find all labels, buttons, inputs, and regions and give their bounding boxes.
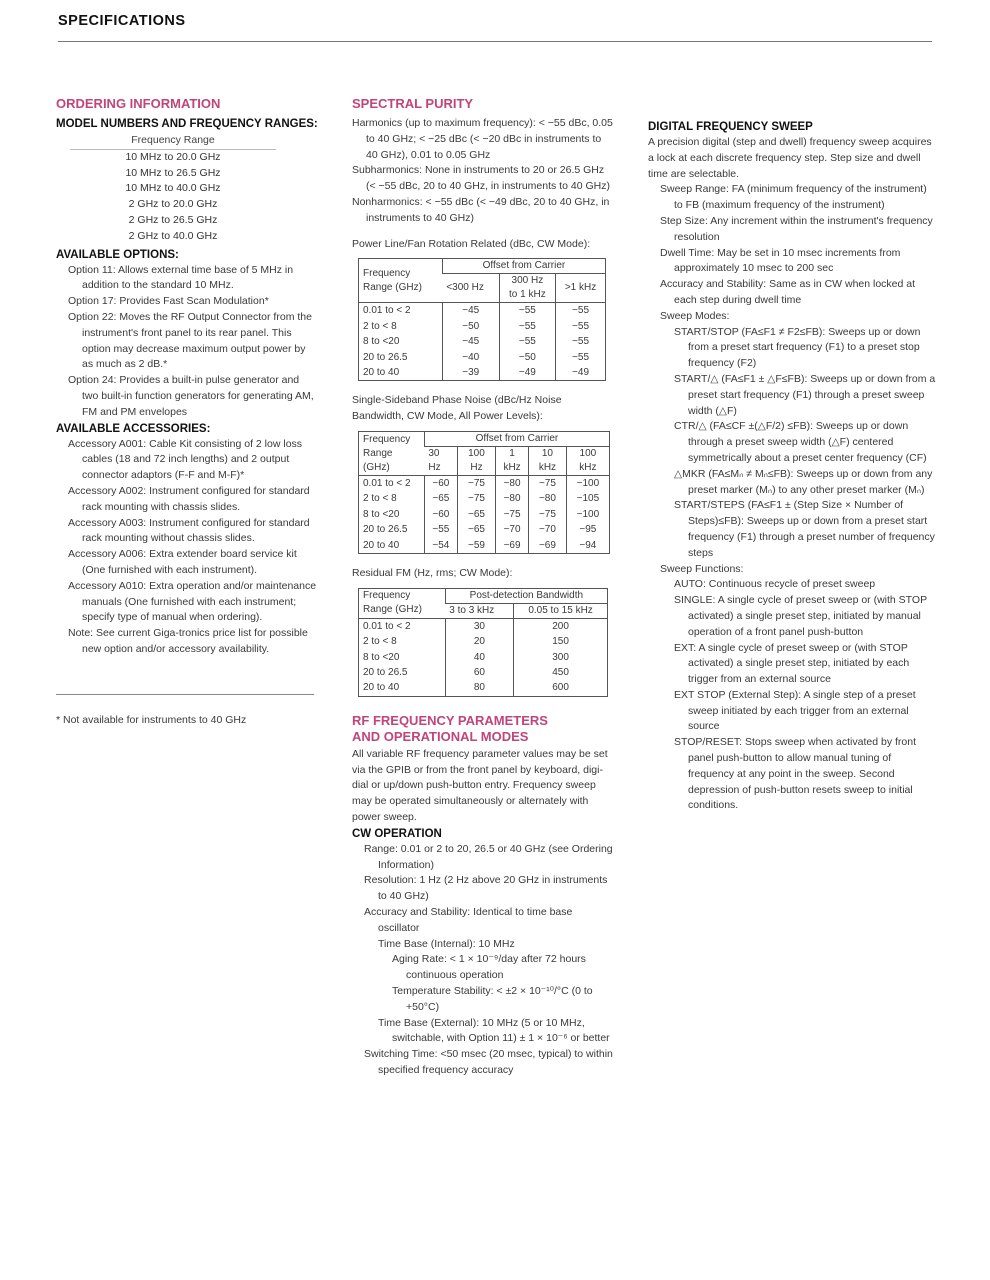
time-base-internal: Time Base (Internal): 10 MHz bbox=[378, 937, 515, 950]
footnote: * Not available for instruments to 40 GHz bbox=[56, 713, 247, 726]
table-group-header: Offset from Carrier bbox=[424, 432, 609, 447]
accessory-item: Accessory A001: Cable Kit consisting of 2 low loss cables (18 and 72 inch lengths) and 2 output connector adaptors (F-F and M-F)* bbox=[68, 437, 303, 482]
sweep-mode-item: START/STEPS (FA≤F1 ± (Step Size × Number of Steps)≤FB): Sweeps up or down from a preset start frequency (F1) through a preset number of frequency steps bbox=[674, 499, 935, 559]
table-header-cell: 1 kHz bbox=[496, 447, 529, 476]
frequency-range-item: 10 MHz to 26.5 GHz bbox=[125, 166, 221, 179]
sweep-modes-title: Sweep Modes: bbox=[660, 309, 730, 322]
header-divider bbox=[58, 41, 932, 42]
rf-intro: All variable RF frequency parameter values may be set via the GPIB or from the front panel by keyboard, digi-dial or up/down push-button entry. Frequency sweep may be operated simultaneously or alternately with power sweep. bbox=[352, 747, 608, 824]
sweep-accuracy: Accuracy and Stability: Same as in CW when locked at each step during dwell time bbox=[660, 278, 916, 306]
step-size: Step Size: Any increment within the instrument's frequency resolution bbox=[660, 214, 933, 243]
sweep-range: Sweep Range: FA (minimum frequency of the instrument) to FB (maximum frequency of the instrument) bbox=[660, 183, 927, 212]
frequency-range-item: 2 GHz to 40.0 GHz bbox=[128, 229, 218, 242]
frequency-range-list bbox=[70, 133, 276, 245]
option-item: Option 11: Allows external time base of 5 MHz in addition to the standard 10 MHz. bbox=[68, 263, 294, 292]
power-line-table bbox=[358, 258, 606, 381]
table-row: 20 to 26.5 −40 −50 −55 bbox=[359, 350, 606, 365]
option-item: Option 24: Provides a built-in pulse generator and two built-in function generators for generating AM, FM and PM envelopes bbox=[68, 374, 314, 418]
nonharmonics-spec: Nonharmonics: < −55 dBc (< −49 dBc, 20 to 40 GHz, in instruments to 40 GHz) bbox=[352, 195, 610, 224]
table-header-cell: <300 Hz bbox=[442, 274, 499, 303]
table-group-header: Post-detection Bandwidth bbox=[445, 588, 607, 603]
frequency-range-item: 10 MHz to 40.0 GHz bbox=[125, 182, 221, 195]
table-header-cell: 3 to 3 kHz bbox=[445, 603, 513, 618]
spectral-purity-title: SPECTRAL PURITY bbox=[352, 96, 474, 111]
option-item: Option 22: Moves the RF Output Connector from the instrument's front panel to its rear panel. This option may decrease maximum output power by as much as 2 dB.* bbox=[68, 310, 312, 371]
frequency-range-item: 10 MHz to 20.0 GHz bbox=[125, 150, 221, 163]
table-header-cell: Frequency Range (GHz) bbox=[359, 432, 425, 476]
harmonics-spec: Harmonics (up to maximum frequency): < −55 dBc, 0.05 to 40 GHz; < −25 dBc (< −20 dBc in instruments to 40 GHz), 0.01 to 0.05 GHz bbox=[352, 117, 613, 161]
table-header-cell: Frequency Range (GHz) bbox=[359, 259, 443, 303]
temperature-stability: Temperature Stability: < ±2 × 10⁻¹⁰/°C (0 to +50°C) bbox=[392, 985, 593, 1013]
table-row: 20 to 40 −39 −49 −49 bbox=[359, 365, 606, 381]
table-header-cell: 300 Hz to 1 kHz bbox=[499, 274, 555, 303]
sweep-mode-item: △MKR (FA≤Mₙ ≠ Mₙ≤FB): Sweeps up or down from any preset marker (Mₙ) to any other preset marker (Mₙ) bbox=[674, 467, 933, 496]
table-row: 8 to <20 40 300 bbox=[359, 650, 608, 665]
table-header-cell: Frequency Range (GHz) bbox=[359, 588, 446, 618]
dwell-time: Dwell Time: May be set in 10 msec increments from approximately 10 msec to 200 sec bbox=[660, 246, 901, 275]
footnote-divider bbox=[56, 694, 314, 695]
table-header-cell: 10 kHz bbox=[529, 447, 567, 476]
sweep-mode-item: START/STOP (FA≤F1 ≠ F2≤FB): Sweeps up or down from a preset start frequency (F1) to a preset stop frequency (F2) bbox=[674, 325, 921, 370]
frequency-range-item: 2 GHz to 26.5 GHz bbox=[128, 213, 218, 226]
residual-fm-caption: Residual FM (Hz, rms; CW Mode): bbox=[352, 567, 513, 580]
accessory-item: Accessory A010: Extra operation and/or maintenance manuals (One furnished with each instrument; specify type of manual when ordering). bbox=[68, 579, 317, 624]
aging-rate: Aging Rate: < 1 × 10⁻⁹/day after 72 hours continuous operation bbox=[392, 953, 586, 982]
accessory-item: Accessory A003: Instrument configured for standard rack mounting without chassis slides. bbox=[68, 516, 310, 545]
sweep-column bbox=[648, 119, 938, 814]
table-row: 0.01 to < 2 −45 −55 −55 bbox=[359, 303, 606, 319]
subharmonics-spec: Subharmonics: None in instruments to 20 or 26.5 GHz (< −55 dBc, 20 to 40 GHz, in instruments to 40 GHz) bbox=[352, 164, 610, 193]
phase-noise-table bbox=[358, 431, 610, 554]
accessories-title: AVAILABLE ACCESSORIES: bbox=[56, 422, 211, 435]
table-header-cell: 30 Hz bbox=[424, 447, 457, 476]
sweep-mode-item: CTR/△ (FA≤CF ±(△F/2) ≤FB): Sweeps up or down through a preset sweep width (△F) centered symmetrically about a preset center frequency (CF) bbox=[674, 420, 927, 464]
table-row: 20 to 26.5 −55 −65 −70 −70 −95 bbox=[359, 522, 610, 537]
ordering-column bbox=[56, 96, 318, 729]
cw-operation-title: CW OPERATION bbox=[352, 827, 442, 840]
switching-time: Switching Time: <50 msec (20 msec, typical) to within specified frequency accuracy bbox=[364, 1048, 613, 1076]
table-row: 0.01 to < 2 30 200 bbox=[359, 618, 608, 634]
cw-range: Range: 0.01 or 2 to 20, 26.5 or 40 GHz (see Ordering Information) bbox=[364, 842, 613, 871]
sweep-function-item: AUTO: Continuous recycle of preset sweep bbox=[674, 578, 876, 591]
table-header-cell: 0.05 to 15 kHz bbox=[514, 603, 608, 618]
sweep-function-item: STOP/RESET: Stops sweep when activated by front panel push-button to allow manual tuning of frequency at any point in the sweep. Second depression of push-button resets sweep to initial conditions. bbox=[674, 736, 917, 812]
table-row: 8 to <20 −45 −55 −55 bbox=[359, 334, 606, 349]
table-row: 20 to 26.5 60 450 bbox=[359, 665, 608, 680]
accessory-note: Note: See current Giga-tronics price list for possible new option and/or accessory availability. bbox=[68, 627, 308, 655]
residual-fm-table bbox=[358, 588, 608, 697]
table-row: 20 to 40 −54 −59 −69 −69 −94 bbox=[359, 538, 610, 554]
frequency-range-header: Frequency Range bbox=[70, 133, 276, 150]
sweep-intro: A precision digital (step and dwell) frequency sweep acquires a lock at each discrete frequency step. Step size and dwell time are selectable. bbox=[648, 136, 932, 180]
table-row: 2 to < 8 20 150 bbox=[359, 634, 608, 649]
cw-resolution: Resolution: 1 Hz (2 Hz above 20 GHz in instruments to 40 GHz) bbox=[364, 874, 608, 903]
power-line-caption: Power Line/Fan Rotation Related (dBc, CW Mode): bbox=[352, 237, 591, 250]
model-numbers-title: MODEL NUMBERS AND FREQUENCY RANGES: bbox=[56, 118, 318, 130]
sweep-functions-title: Sweep Functions: bbox=[660, 562, 744, 575]
sweep-function-item: SINGLE: A single cycle of preset sweep or (with STOP activated) a single preset step, initiated by manual operation of a front panel push-button bbox=[674, 594, 927, 638]
digital-sweep-title: DIGITAL FREQUENCY SWEEP bbox=[648, 121, 813, 133]
option-item: Option 17: Provides Fast Scan Modulation* bbox=[68, 295, 269, 308]
table-row: 2 to < 8 −50 −55 −55 bbox=[359, 319, 606, 334]
sweep-function-item: EXT STOP (External Step): A single step of a preset sweep initiated by each trigger from an external source bbox=[674, 688, 916, 733]
frequency-range-item: 2 GHz to 20.0 GHz bbox=[128, 198, 218, 211]
table-header-cell: 100 kHz bbox=[566, 447, 609, 476]
page-header-title: SPECIFICATIONS bbox=[58, 13, 186, 29]
sweep-mode-item: START/△ (FA≤F1 ± △F≤FB): Sweeps up or down from a preset start frequency (F1) through a preset sweep width (△F) bbox=[674, 372, 936, 417]
table-header-cell: >1 kHz bbox=[556, 274, 606, 303]
accessory-item: Accessory A006: Extra extender board service kit (One furnished with each instrument). bbox=[68, 548, 297, 576]
table-header-cell: 100 Hz bbox=[457, 447, 495, 476]
rf-parameters-title: RF FREQUENCY PARAMETERS AND OPERATIONAL MODES bbox=[352, 712, 548, 744]
cw-accuracy: Accuracy and Stability: Identical to time base oscillator bbox=[364, 906, 573, 934]
ordering-title: ORDERING INFORMATION bbox=[56, 96, 221, 111]
table-row: 2 to < 8 −65 −75 −80 −80 −105 bbox=[359, 491, 610, 506]
options-title: AVAILABLE OPTIONS: bbox=[56, 248, 179, 261]
table-group-header: Offset from Carrier bbox=[442, 259, 605, 274]
phase-noise-caption: Single-Sideband Phase Noise (dBc/Hz Noise Bandwidth, CW Mode, All Power Levels): bbox=[352, 394, 562, 423]
table-row: 20 to 40 80 600 bbox=[359, 680, 608, 696]
time-base-external: Time Base (External): 10 MHz (5 or 10 MHz, switchable, with Option 11) ± 1 × 10⁻⁶ or better bbox=[378, 1016, 610, 1045]
spectral-column bbox=[352, 96, 614, 1079]
table-row: 0.01 to < 2 −60 −75 −80 −75 −100 bbox=[359, 476, 610, 492]
accessory-item: Accessory A002: Instrument configured for standard rack mounting with chassis slides. bbox=[68, 484, 310, 513]
sweep-function-item: EXT: A single cycle of preset sweep or (with STOP activated) a single preset step, initiated by each trigger from an external source bbox=[674, 641, 910, 686]
table-row: 8 to <20 −60 −65 −75 −75 −100 bbox=[359, 507, 610, 522]
